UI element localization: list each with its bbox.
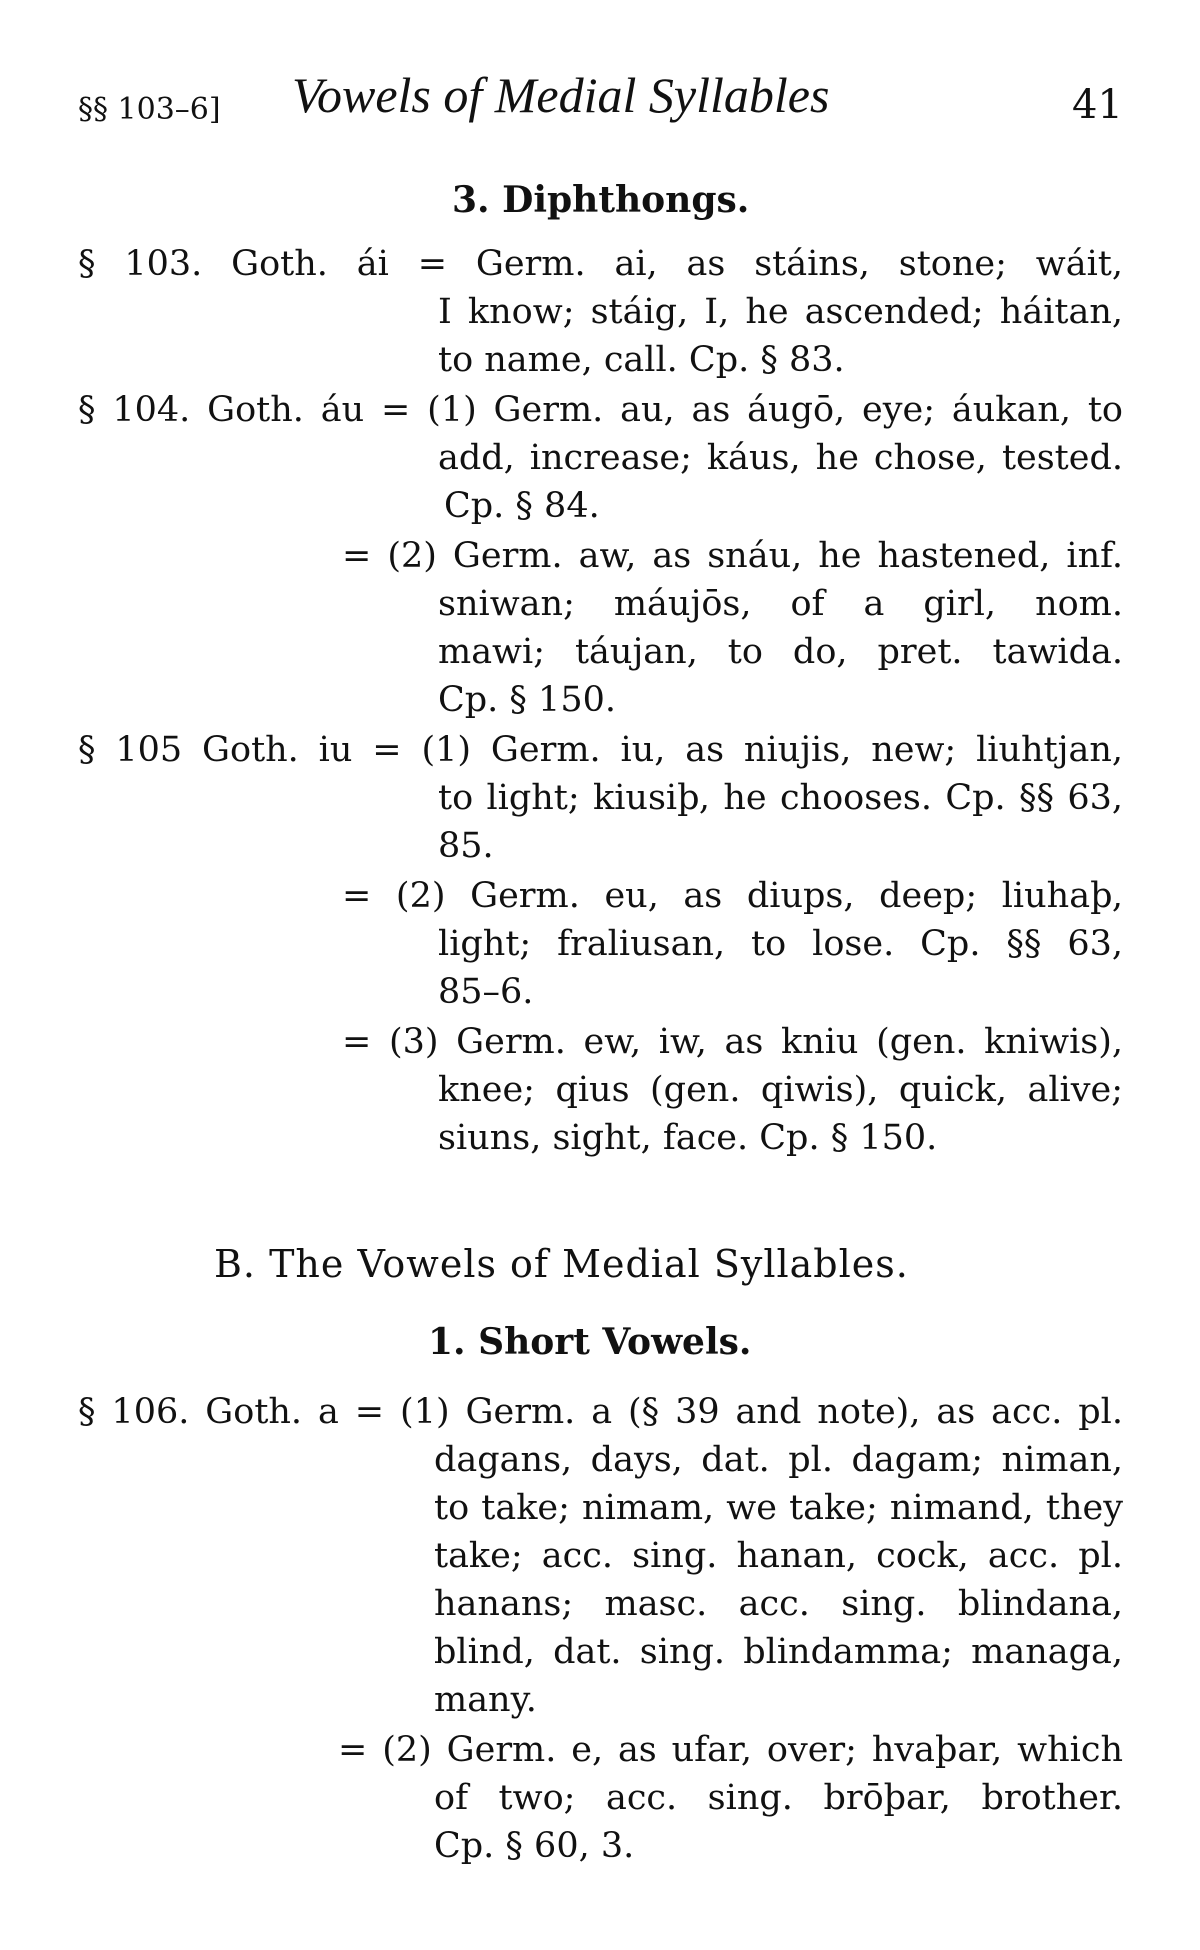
para-106-line-4: take; acc. sing. hanan, cock, acc. pl. [434, 1536, 1123, 1576]
para-106-line-5: hanans; masc. acc. sing. blindana, [434, 1584, 1123, 1624]
para-105-alt2-line-1: = (2) Germ. eu, as diups, deep; liuhaþ, [342, 876, 1123, 916]
running-header [0, 58, 1200, 138]
para-105-line-2: to light; kiusiþ, he chooses. Cp. §§ 63, [438, 778, 1123, 818]
para-106-alt2-line-2: of two; acc. sing. brōþar, brother. [434, 1778, 1123, 1818]
para-105-alt2-line-3: 85–6. [438, 972, 534, 1012]
heading-medial-syllables: B. The Vowels of Medial Syllables. [214, 1242, 909, 1286]
para-105-alt3-line-1: = (3) Germ. ew, iw, as kniu (gen. kniwis), [342, 1022, 1123, 1062]
para-104-line-3: Cp. § 84. [444, 486, 600, 526]
para-106-line-3: to take; nimam, we take; nimand, they [434, 1488, 1123, 1528]
header-section-range: §§ 103–6] [78, 92, 221, 127]
para-105-alt3-line-2: knee; qius (gen. qiwis), quick, alive; [438, 1070, 1123, 1110]
para-104-alt2-line-1: = (2) Germ. aw, as snáu, he hastened, inf. [342, 536, 1123, 576]
para-105-line-3: 85. [438, 826, 494, 866]
para-105-alt2-line-2: light; fraliusan, to lose. Cp. §§ 63, [438, 924, 1123, 964]
para-103-line-1: § 103. Goth. ái = Germ. ai, as stáins, stone; wáit, [78, 244, 1123, 284]
heading-short-vowels: 1. Short Vowels. [428, 1321, 752, 1363]
para-104-alt2-line-4: Cp. § 150. [438, 680, 616, 720]
para-106-line-2: dagans, days, dat. pl. dagam; niman, [434, 1440, 1123, 1480]
para-104-line-2: add, increase; káus, he chose, tested. [438, 438, 1123, 478]
para-106-alt2-line-1: = (2) Germ. e, as ufar, over; hvaþar, which [338, 1730, 1123, 1770]
para-105-line-1: § 105 Goth. iu = (1) Germ. iu, as niujis, new; liuhtjan, [78, 730, 1123, 770]
para-103-line-3: to name, call. Cp. § 83. [438, 340, 845, 380]
para-104-line-1: § 104. Goth. áu = (1) Germ. au, as áugō, eye; áukan, to [78, 390, 1123, 430]
para-104-alt2-line-2: sniwan; máujōs, of a girl, nom. [438, 584, 1123, 624]
header-title: Vowels of Medial Syllables [292, 67, 830, 123]
page-number: 41 [1072, 82, 1123, 128]
para-106-line-1: § 106. Goth. a = (1) Germ. a (§ 39 and note), as acc. pl. [78, 1392, 1123, 1432]
para-106-alt2-line-3: Cp. § 60, 3. [434, 1826, 635, 1866]
para-104-alt2-line-3: mawi; táujan, to do, pret. tawida. [438, 632, 1123, 672]
para-103-line-2: I know; stáig, I, he ascended; háitan, [438, 292, 1123, 332]
para-106-line-6: blind, dat. sing. blindamma; managa, [434, 1632, 1123, 1672]
heading-diphthongs: 3. Diphthongs. [452, 179, 750, 221]
para-105-alt3-line-3: siuns, sight, face. Cp. § 150. [438, 1118, 938, 1158]
para-106-line-7: many. [434, 1680, 537, 1720]
